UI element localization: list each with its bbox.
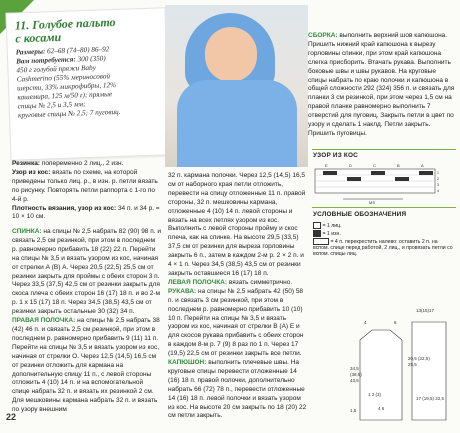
legend-text: = 1 изн. <box>322 230 341 237</box>
dimension-label: (38,5) <box>350 372 362 377</box>
dimension-label: 17 (19,5) 22,5 <box>416 396 445 401</box>
legend-item <box>313 230 455 238</box>
cable-symbol-icon <box>313 238 329 245</box>
para-value: вязать симметрично. <box>228 278 293 286</box>
para-value: на спицы № 2,5 набрать 82 (90) 98 п. и связать 2,5 см резинкой, при этом в последнем р. равномерно прибавить 18 (22) 22 п. Перейти на спицы № 3,5 и вязать узором из кос, начиная от стрелки А (В) А. Через 20,5 (22,5) 25,5 см от резинки закрыть для проймы с обеих сторон 3 п. Через 33,5 (37,5) 42,5 см от резинки закрыть для скоса плеча с обеих сторон 16 (17) 18 п. и во 2-м р. 1 х 15 (17) 18 п. Через 34,5 (38,5) 43,5 см от резинки закрыть остальные 30 (32) 34 п. <box>12 228 161 316</box>
dimension-label: 6 <box>394 320 397 325</box>
title-line-2: с косами <box>15 29 62 46</box>
materials-label: Вам потребуется: <box>16 55 76 66</box>
para-key: Плотность вязания, узор из кос: <box>12 204 117 212</box>
baby-photo <box>165 5 308 167</box>
dimension-label: 1,5 <box>350 408 357 413</box>
row-number: 2 <box>437 177 439 181</box>
sizes-label: Размеры: <box>15 47 46 57</box>
para-value: выполнить верхний шов капюшона. Пришить нижний край капюшона к вырезу горловины спинки, при этом край капюшона слегка присборить. Втачать рукава. Выполнить боковые швы и швы рукавов. На круговые спицы набрать по краю полочки и капюшона в общей сложности 292 (324) 356 п. и связать для планки 3 см резинкой, при этом через 1,5 см на правой планке равномерно выполнить 7 отверстий для пуговиц. Закрыть петли в цвет по узору и сделать 1 наклд. Петли закрыть. Пришить пуговицы. <box>308 32 455 137</box>
para-value: на спицы № 2,5 набрать 42 (50) 58 п. и связать 3 см резинкой, при этом в последнем р. равномерно прибавить 10 (10) 10 п. Перейти на спицы № 3,5 и вязать узором из кос, начиная от стрелки В (А) Е и для скосов рукава прибавить с обеих сторон в каждом 8-м р. 7 (9) 8 раз по 1 п. Через 17 (19,5) 22,5 см от резинки закрыть все петли. <box>168 287 304 358</box>
dimension-label: 34,5 <box>350 366 359 371</box>
divider <box>312 149 456 150</box>
row-number: 1 <box>437 171 439 175</box>
para-value: выполнить плечевые швы. На круговые спицы перевести отложенные 14 (16) 18 п. правой полочки, дополнительно набрать 66 (72) 78 п., перевести отложенные 14 (16) 18 п. левой полочки и вязать узором из кос. На высоте 20 см закрыть по 18 (20) 22 см петли закрыть. <box>168 359 307 420</box>
section-heading: РУКАВА: <box>168 287 197 295</box>
section-heading: ПРАВАЯ ПОЛОЧКА: <box>12 317 76 325</box>
baby-face <box>205 27 257 82</box>
paragraph <box>12 169 162 205</box>
paragraph <box>168 172 308 279</box>
row-number: 4 <box>437 189 439 193</box>
para-key: Резинка: <box>12 160 40 167</box>
para-value: 34 п. и 34 р. = 10 × 10 см. <box>12 204 160 221</box>
legend-text: = 4 п. перекрестить налево: оставить 2 п. на вспом. спице перед работой, 2 лиц., и провязать петли со вспом. спицы лиц. <box>313 238 453 257</box>
row-number: 3 <box>437 183 439 187</box>
legend-item <box>313 222 455 230</box>
section-heading: СПИНКА: <box>12 228 42 235</box>
spec-line: шерсти, 33% микрофибры, 12% <box>16 81 117 93</box>
spec-line: спицы № 2,5 и 3,5 мм; <box>17 100 86 111</box>
assembly-text <box>308 32 456 139</box>
arrow-label: E <box>325 163 328 168</box>
sizes-value: 62–68 (74–80) 86–92 <box>46 45 110 56</box>
para-value: на спицы № 2,5 набрать 38 (42) 46 п. и связать 2,5 см резинкой, при этом в последнем р. равномерно прибавить 9 (11) 11 п. Перейти на спицы № 3,5 и вязать узором из кос, начиная от стрелки О. Через 12,5 (14,5) 16,5 см от резинки отложить для кармана на дополнительную спицу 11 п., с левой стороны отложить 4 (10) 14 п. и на вспомогательной спице набрать 32 п. и вязать их резинкой 2 см. Для мешковины кармана набрать 32 п. и вязать по узору внешним <box>12 317 160 414</box>
para-value: вязать по схеме, на которой приведены только лиц. р., в изн. р. петли вязать по рисунку. Повторять петли раппорта с 1-го по 4-й р. <box>12 168 158 203</box>
section-heading: КАПЮШОН: <box>168 359 207 367</box>
legend-title: УСЛОВНЫЕ ОБОЗНАЧЕНИЯ <box>313 211 407 218</box>
spec-line: кашемира, 125 м/50 г); прямые <box>17 90 113 102</box>
pattern-title <box>15 15 158 46</box>
title-line-1: 11. Голубое пальто <box>14 15 116 33</box>
paragraph <box>168 359 308 421</box>
intro-text <box>12 160 162 222</box>
materials-value: 300 (350) <box>77 54 106 64</box>
purl-symbol-icon <box>313 230 321 237</box>
dimension-label: 4 <box>364 320 367 325</box>
cable-chart <box>313 163 455 205</box>
para-value: попеременно 2 лиц., 2 изн. <box>41 160 124 167</box>
repeat-label: MS <box>369 200 375 205</box>
divider <box>312 207 456 208</box>
spec-line: Cashmerino (55% мериносовой <box>16 72 111 84</box>
dimension-label: 13(15)17 <box>416 308 435 313</box>
column-1 <box>12 228 162 414</box>
page-number: 22 <box>6 412 17 422</box>
pattern-spec <box>16 44 160 121</box>
arrow-label: A <box>421 163 424 168</box>
section-heading: СБОРКА: <box>308 32 338 39</box>
sleeve-panel <box>412 322 446 420</box>
arrow-label: B <box>397 163 400 168</box>
section-heading: ЛЕВАЯ ПОЛОЧКА: <box>168 278 228 286</box>
paragraph <box>12 160 162 169</box>
knit-symbol-icon <box>313 222 321 229</box>
paragraph <box>12 205 162 223</box>
chart-title: УЗОР ИЗ КОС <box>313 152 358 159</box>
paragraph <box>168 279 308 288</box>
arrow-label: D <box>349 163 352 168</box>
dimension-label: 25,5 <box>408 362 417 367</box>
para-value: 32 п. кармана полочки. Через 12,5 (14,5) 16,5 см от наборного края петли отложить, перевести на спицу отложенные 11 п. правой стороны, 32 п. мешковины кармана, отложенные 4 (10) 14 п. левой стороны и вязать на всех петлях узором из кос. Выполнить с левой стороны пройму и скос плеча, как на спинке. На высоте 29,5 (33,5) 37,5 см от резинки для выреза горловины закрыть 6 п., затем в каждом 2-м р. 2 × 2 п. и 4 × 1 п. Через 34,5 (38,5) 43,5 см от резинки закрыть оставшиеся 16 (17) 18 п. <box>168 172 306 277</box>
para-key: Узор из кос: <box>12 168 51 176</box>
spec-line: круговые спицы № 2,5; 7 пуговиц. <box>17 107 121 120</box>
dimension-label: 4 6 <box>378 406 385 411</box>
dimension-label: 20,5 (22,5) <box>408 356 430 361</box>
coat-body <box>177 80 297 167</box>
legend <box>313 222 455 257</box>
dimension-label: 43,5 <box>350 378 359 383</box>
arrow-label: C <box>373 163 376 168</box>
legend-item <box>313 238 455 257</box>
spec-line: 450 г голубой пряжи Baby <box>16 63 96 75</box>
dimension-label: 1 2 (3) <box>368 392 382 397</box>
column-2 <box>168 172 308 422</box>
legend-text: = 1 лиц. <box>322 222 342 229</box>
pattern-title-card <box>5 7 170 160</box>
paragraph <box>12 228 162 317</box>
paragraph <box>12 317 162 415</box>
garment-schematic <box>350 300 456 426</box>
paragraph <box>168 288 308 359</box>
